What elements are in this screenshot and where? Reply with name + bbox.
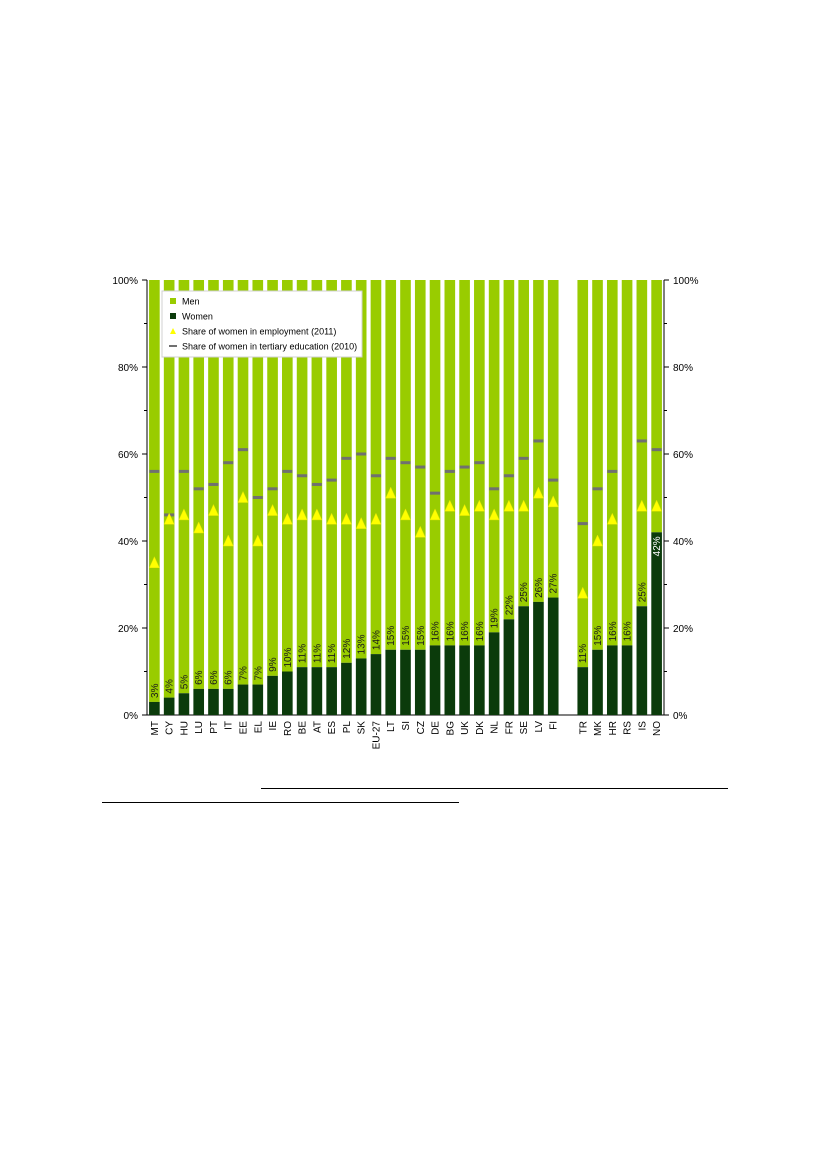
data-label-women: 7%: [238, 666, 250, 681]
marker-tertiary-education: [445, 470, 455, 473]
data-label-women: 27%: [548, 573, 560, 594]
bar-men: [504, 280, 515, 619]
data-label-women: 6%: [194, 670, 206, 685]
data-label-women: 12%: [341, 638, 353, 659]
x-tick-label: IE: [268, 721, 280, 731]
bar-men: [385, 280, 396, 650]
bar-women: [208, 689, 219, 715]
y-tick-label-right: 20%: [673, 624, 694, 635]
data-label-women: 13%: [356, 634, 368, 655]
bar-men: [415, 280, 426, 650]
data-label-women: 16%: [474, 621, 486, 642]
x-tick-label: CZ: [415, 721, 427, 735]
bar-women: [312, 667, 323, 715]
marker-tertiary-education: [474, 461, 484, 464]
data-label-women: 16%: [445, 621, 457, 642]
marker-tertiary-education: [519, 457, 529, 460]
bar-women: [341, 663, 352, 715]
x-tick-label: NO: [652, 721, 664, 736]
x-tick-label: LV: [533, 721, 545, 733]
marker-tertiary-education: [652, 448, 662, 451]
y-tick-label-right: 60%: [673, 450, 694, 461]
data-label-women: 25%: [637, 582, 649, 603]
x-tick-label: HU: [179, 721, 191, 736]
x-tick-label: RS: [622, 721, 634, 735]
marker-tertiary-education: [179, 470, 189, 473]
bar-women: [415, 650, 426, 715]
bar-women: [238, 685, 249, 715]
marker-tertiary-education: [268, 487, 278, 490]
marker-tertiary-education: [149, 470, 159, 473]
bar-women: [326, 667, 337, 715]
bar-men: [489, 280, 500, 632]
marker-tertiary-education: [637, 439, 647, 442]
data-label-women: 16%: [607, 621, 619, 642]
bar-men: [400, 280, 411, 650]
y-tick-label-left: 0%: [123, 711, 138, 722]
bar-women: [459, 645, 470, 715]
x-tick-label: RO: [282, 721, 294, 736]
data-label-women: 22%: [504, 595, 516, 616]
x-tick-label: PL: [341, 721, 353, 734]
bar-men: [459, 280, 470, 645]
x-tick-label: IS: [637, 721, 649, 731]
bar-women: [637, 606, 648, 715]
bar-men: [637, 280, 648, 606]
x-tick-label: EU-27: [371, 721, 383, 750]
bar-women: [149, 702, 160, 715]
y-tick-label-right: 80%: [673, 363, 694, 374]
y-tick-label-left: 100%: [112, 276, 138, 287]
bar-men: [430, 280, 441, 645]
data-label-women: 26%: [533, 577, 545, 598]
x-tick-label: UK: [460, 721, 472, 735]
footnote-rule-bottom: [102, 802, 459, 803]
bar-women: [444, 645, 455, 715]
x-tick-label: BG: [445, 721, 457, 736]
x-tick-label: EE: [238, 721, 250, 735]
marker-tertiary-education: [430, 492, 440, 495]
marker-tertiary-education: [578, 522, 588, 525]
legend-label: Share of women in employment (2011): [182, 326, 337, 337]
bar-women: [622, 645, 633, 715]
x-tick-label: FI: [548, 721, 560, 730]
bar-men: [607, 280, 618, 645]
data-label-women: 15%: [401, 625, 412, 646]
marker-tertiary-education: [533, 439, 543, 442]
marker-tertiary-education: [208, 483, 218, 486]
x-tick-label: CY: [164, 721, 176, 735]
bar-men: [651, 280, 662, 532]
bar-women: [400, 650, 411, 715]
marker-tertiary-education: [238, 448, 248, 451]
bar-women: [474, 645, 485, 715]
data-label-women: 3%: [149, 683, 161, 698]
bar-women: [504, 619, 515, 715]
legend-women-swatch: [170, 313, 176, 319]
data-label-women: 11%: [578, 643, 590, 664]
legend-men-swatch: [170, 298, 176, 304]
data-label-women: 10%: [282, 647, 294, 668]
bar-men: [548, 280, 559, 598]
bar-men: [371, 280, 382, 654]
bar-men: [622, 280, 633, 645]
data-label-women: 11%: [327, 643, 339, 664]
data-label-women: 16%: [622, 621, 634, 642]
bar-women: [533, 602, 544, 715]
data-label-women: 11%: [297, 643, 309, 664]
data-label-women: 6%: [208, 670, 220, 685]
marker-tertiary-education: [327, 479, 337, 482]
data-label-women: 15%: [415, 625, 427, 646]
bar-women: [592, 650, 603, 715]
bar-women: [193, 689, 204, 715]
y-tick-label-left: 60%: [117, 450, 138, 461]
x-tick-label: DK: [474, 721, 486, 735]
x-tick-label: HR: [607, 721, 619, 736]
bar-women: [651, 532, 662, 715]
marker-tertiary-education: [282, 470, 292, 473]
bar-men: [518, 280, 529, 606]
marker-tertiary-education: [460, 466, 470, 469]
y-tick-label-right: 100%: [673, 276, 699, 287]
y-tick-label-left: 40%: [117, 537, 138, 548]
data-label-women: 42%: [652, 536, 664, 557]
bar-women: [252, 685, 263, 715]
marker-tertiary-education: [607, 470, 617, 473]
bar-women: [548, 598, 559, 715]
x-tick-label: LU: [194, 721, 206, 734]
x-tick-label: PT: [208, 721, 220, 734]
footnote-rule-top: [261, 788, 728, 789]
marker-tertiary-education: [341, 457, 351, 460]
bar-women: [607, 645, 618, 715]
bar-women: [489, 632, 500, 715]
marker-tertiary-education: [356, 453, 366, 456]
y-tick-label-right: 40%: [673, 537, 694, 548]
data-label-women: 9%: [268, 657, 280, 672]
data-label-women: 16%: [460, 621, 472, 642]
data-label-women: 5%: [179, 674, 191, 690]
bar-men: [577, 280, 588, 667]
data-label-women: 7%: [253, 666, 265, 681]
bar-women: [356, 658, 367, 715]
data-label-women: 15%: [386, 625, 398, 646]
marker-tertiary-education: [593, 487, 603, 490]
bar-women: [518, 606, 529, 715]
bar-women: [385, 650, 396, 715]
marker-tertiary-education: [548, 479, 558, 482]
data-label-women: 16%: [430, 621, 442, 642]
marker-tertiary-education: [253, 496, 263, 499]
marker-tertiary-education: [386, 457, 396, 460]
x-tick-label: SI: [401, 721, 412, 731]
data-label-women: 19%: [489, 608, 501, 629]
marker-tertiary-education: [371, 474, 381, 477]
x-tick-label: NL: [489, 721, 501, 734]
x-tick-label: TR: [578, 721, 590, 735]
legend-tertiary-swatch: [169, 345, 177, 347]
x-tick-label: AT: [312, 721, 324, 734]
marker-tertiary-education: [401, 461, 411, 464]
x-tick-label: SK: [356, 721, 368, 735]
bar-men: [444, 280, 455, 645]
marker-tertiary-education: [504, 474, 514, 477]
bar-women: [297, 667, 308, 715]
x-tick-label: EL: [253, 721, 265, 734]
marker-tertiary-education: [223, 461, 233, 464]
bar-women: [223, 689, 234, 715]
data-label-women: 11%: [312, 643, 324, 664]
marker-tertiary-education: [312, 483, 322, 486]
data-label-women: 6%: [223, 670, 235, 685]
data-label-women: 14%: [371, 630, 383, 651]
y-tick-label-left: 80%: [117, 363, 138, 374]
x-tick-label: SE: [519, 721, 531, 735]
x-tick-label: LT: [386, 721, 398, 732]
legend-label: Men: [182, 296, 200, 307]
bar-women: [282, 672, 293, 716]
x-tick-label: BE: [297, 721, 309, 735]
bar-women: [164, 698, 175, 715]
y-tick-label-right: 0%: [673, 711, 688, 722]
data-label-women: 15%: [593, 625, 605, 646]
x-tick-label: FR: [504, 721, 516, 735]
marker-tertiary-education: [415, 466, 425, 469]
x-tick-label: MT: [149, 721, 161, 736]
x-tick-label: MK: [593, 721, 605, 736]
marker-tertiary-education: [489, 487, 499, 490]
legend-label: Share of women in tertiary education (2010): [182, 341, 358, 352]
y-tick-label-left: 20%: [117, 624, 138, 635]
x-tick-label: DE: [430, 721, 442, 735]
data-label-women: 4%: [164, 679, 176, 694]
bar-women: [371, 654, 382, 715]
bar-women: [267, 676, 278, 715]
bar-men: [592, 280, 603, 650]
bar-women: [430, 645, 441, 715]
bar-women: [179, 693, 190, 715]
data-label-women: 25%: [519, 582, 531, 603]
marker-tertiary-education: [194, 487, 204, 490]
bar-women: [577, 667, 588, 715]
marker-tertiary-education: [297, 474, 307, 477]
x-tick-label: IT: [223, 721, 235, 730]
legend-label: Women: [182, 311, 213, 322]
x-tick-label: ES: [327, 721, 339, 735]
bar-men: [149, 280, 160, 702]
